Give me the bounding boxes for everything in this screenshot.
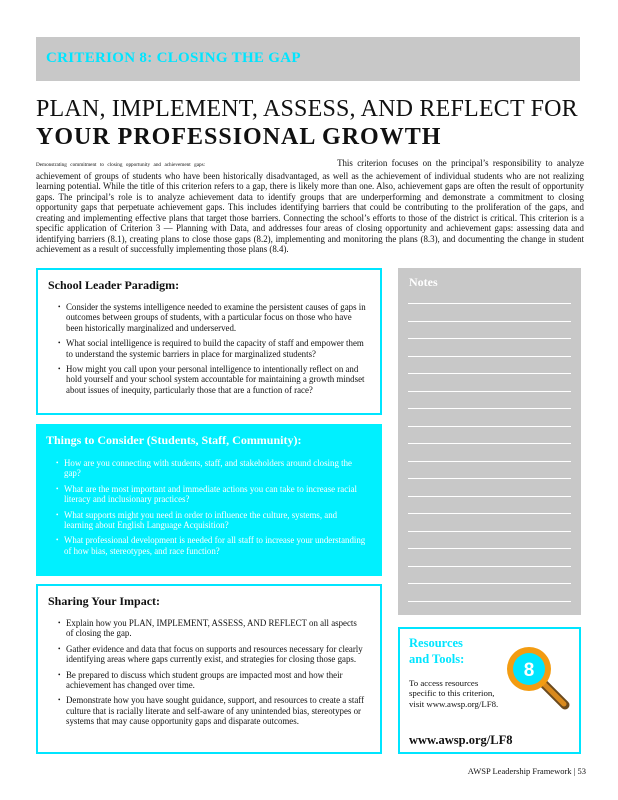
note-line: [408, 303, 571, 304]
note-line: [408, 373, 571, 374]
page-footer: AWSP Leadership Framework | 53: [467, 766, 586, 776]
note-line: [408, 443, 571, 444]
intro-body: This criterion focuses on the principal’s responsibility to analyze achievement of groups of students who have been historically disadvantaged, as well as the achievement of individual students who are not realizing learning potential. While the title of this criterion refers to a gap, there is likely more than one. Also, achievement gaps are often the result of opportunity gaps. The principal’s role is to analyze achievement data to identify groups that are underperforming and demonstrate a commitment to closing opportunity gaps that perpetuate achievement gaps. This includes identifying barriers that could be contributing to the proliferation of the gaps, and creating and implementing effective plans that target those barriers. Connecting the school’s efforts to those of the district is critical. This criterion is a specific application of Criterion 3 — Planning with Data, and addresses four areas of closing opportunity and achievement gaps: assessing data and identifying barriers (8.1), creating plans to close those gaps (8.2), implementing and monitoring the plans (8.3), and documenting the change in student achievement as a result of successfully implementing those plans (8.4).: [36, 158, 584, 255]
note-line: [408, 513, 571, 514]
note-line: [408, 338, 571, 339]
paradigm-list: [58, 302, 366, 400]
list-item: • What social intelligence is required to build the capacity of staff and empower them to understand the systemic barriers in place for marginalized students?: [58, 338, 366, 359]
list-item: • What professional development is needed for all staff to increase your understanding of how bias, stereotypes, and race function?: [56, 535, 368, 556]
list-item: • How might you call upon your personal intelligence to intentionally reflect on and hold yourself and your school system accountable for maintaining a growth mindset about issues of inequity, particularly those that are a function of race?: [58, 364, 366, 395]
note-line: [408, 478, 571, 479]
consider-title: Things to Consider (Students, Staff, Community):: [46, 433, 302, 447]
note-line: [408, 461, 571, 462]
resources-title-line1: Resources: [409, 636, 463, 650]
list-item: • Be prepared to discuss which student groups are impacted most and how their achievement has changed over time.: [58, 670, 366, 691]
note-line: [408, 566, 571, 567]
note-line: [408, 601, 571, 602]
resources-title: [409, 635, 464, 667]
criterion-banner: [36, 37, 580, 81]
resources-and-tools-box: [398, 627, 581, 754]
school-leader-paradigm-box: [36, 268, 382, 415]
page-heading-line2: YOUR PROFESSIONAL GROWTH: [36, 124, 442, 150]
list-item: • How are you connecting with students, staff, and stakeholders around closing the gap?: [56, 458, 368, 479]
intro-small-label: Demonstrating commitment to closing opportunity and achievement gaps:: [36, 162, 206, 168]
list-item: • Gather evidence and data that focus on supports and resources necessary for clearly identifying areas where gaps currently exist, and strategies for closing those gaps.: [58, 644, 366, 665]
note-line: [408, 408, 571, 409]
note-line: [408, 531, 571, 532]
sharing-your-impact-box: [36, 584, 382, 754]
list-item: • Consider the systems intelligence needed to examine the persistent causes of gaps in outcomes between groups of students, with a particular focus on those who have been historically marginalized and underserved.: [58, 302, 366, 333]
note-line: [408, 548, 571, 549]
note-line: [408, 496, 571, 497]
list-item: • Demonstrate how you have sought guidance, support, and resources to create a staff culture that is racially literate and self-aware of any unintended bias, stereotypes or systems that may cause opportunity gaps and disparate outcomes.: [58, 695, 366, 726]
badge-number: 8: [523, 660, 535, 681]
magnifying-glass-icon: [502, 642, 572, 712]
impact-title: Sharing Your Impact:: [48, 594, 161, 608]
resources-text: To access resources specific to this criterion, visit www.awsp.org/LF8.: [409, 678, 499, 709]
paradigm-title: School Leader Paradigm:: [48, 278, 180, 292]
intro-paragraph: [36, 158, 584, 255]
notes-panel: [398, 268, 581, 615]
impact-list: [58, 618, 366, 732]
banner-title: CRITERION 8: CLOSING THE GAP: [46, 50, 301, 66]
note-line: [408, 321, 571, 322]
list-item: • What supports might you need in order to influence the culture, systems, and learning about English Language Acquisition?: [56, 510, 368, 531]
notes-title: Notes: [409, 275, 438, 289]
note-line: [408, 391, 571, 392]
list-item: • What are the most important and immediate actions you can take to increase racial literacy and inclusionary practices?: [56, 484, 368, 505]
list-item: • Explain how you PLAN, IMPLEMENT, ASSESS, AND REFLECT on all aspects of closing the gap.: [58, 618, 366, 639]
resources-url-link[interactable]: www.awsp.org/LF8: [409, 733, 513, 747]
note-line: [408, 583, 571, 584]
page-heading-line1: PLAN, IMPLEMENT, ASSESS, AND REFLECT FOR: [36, 96, 578, 122]
things-to-consider-box: [36, 424, 382, 576]
note-line: [408, 426, 571, 427]
consider-list: [56, 458, 368, 561]
resources-title-line2: and Tools:: [409, 652, 465, 666]
note-line: [408, 356, 571, 357]
